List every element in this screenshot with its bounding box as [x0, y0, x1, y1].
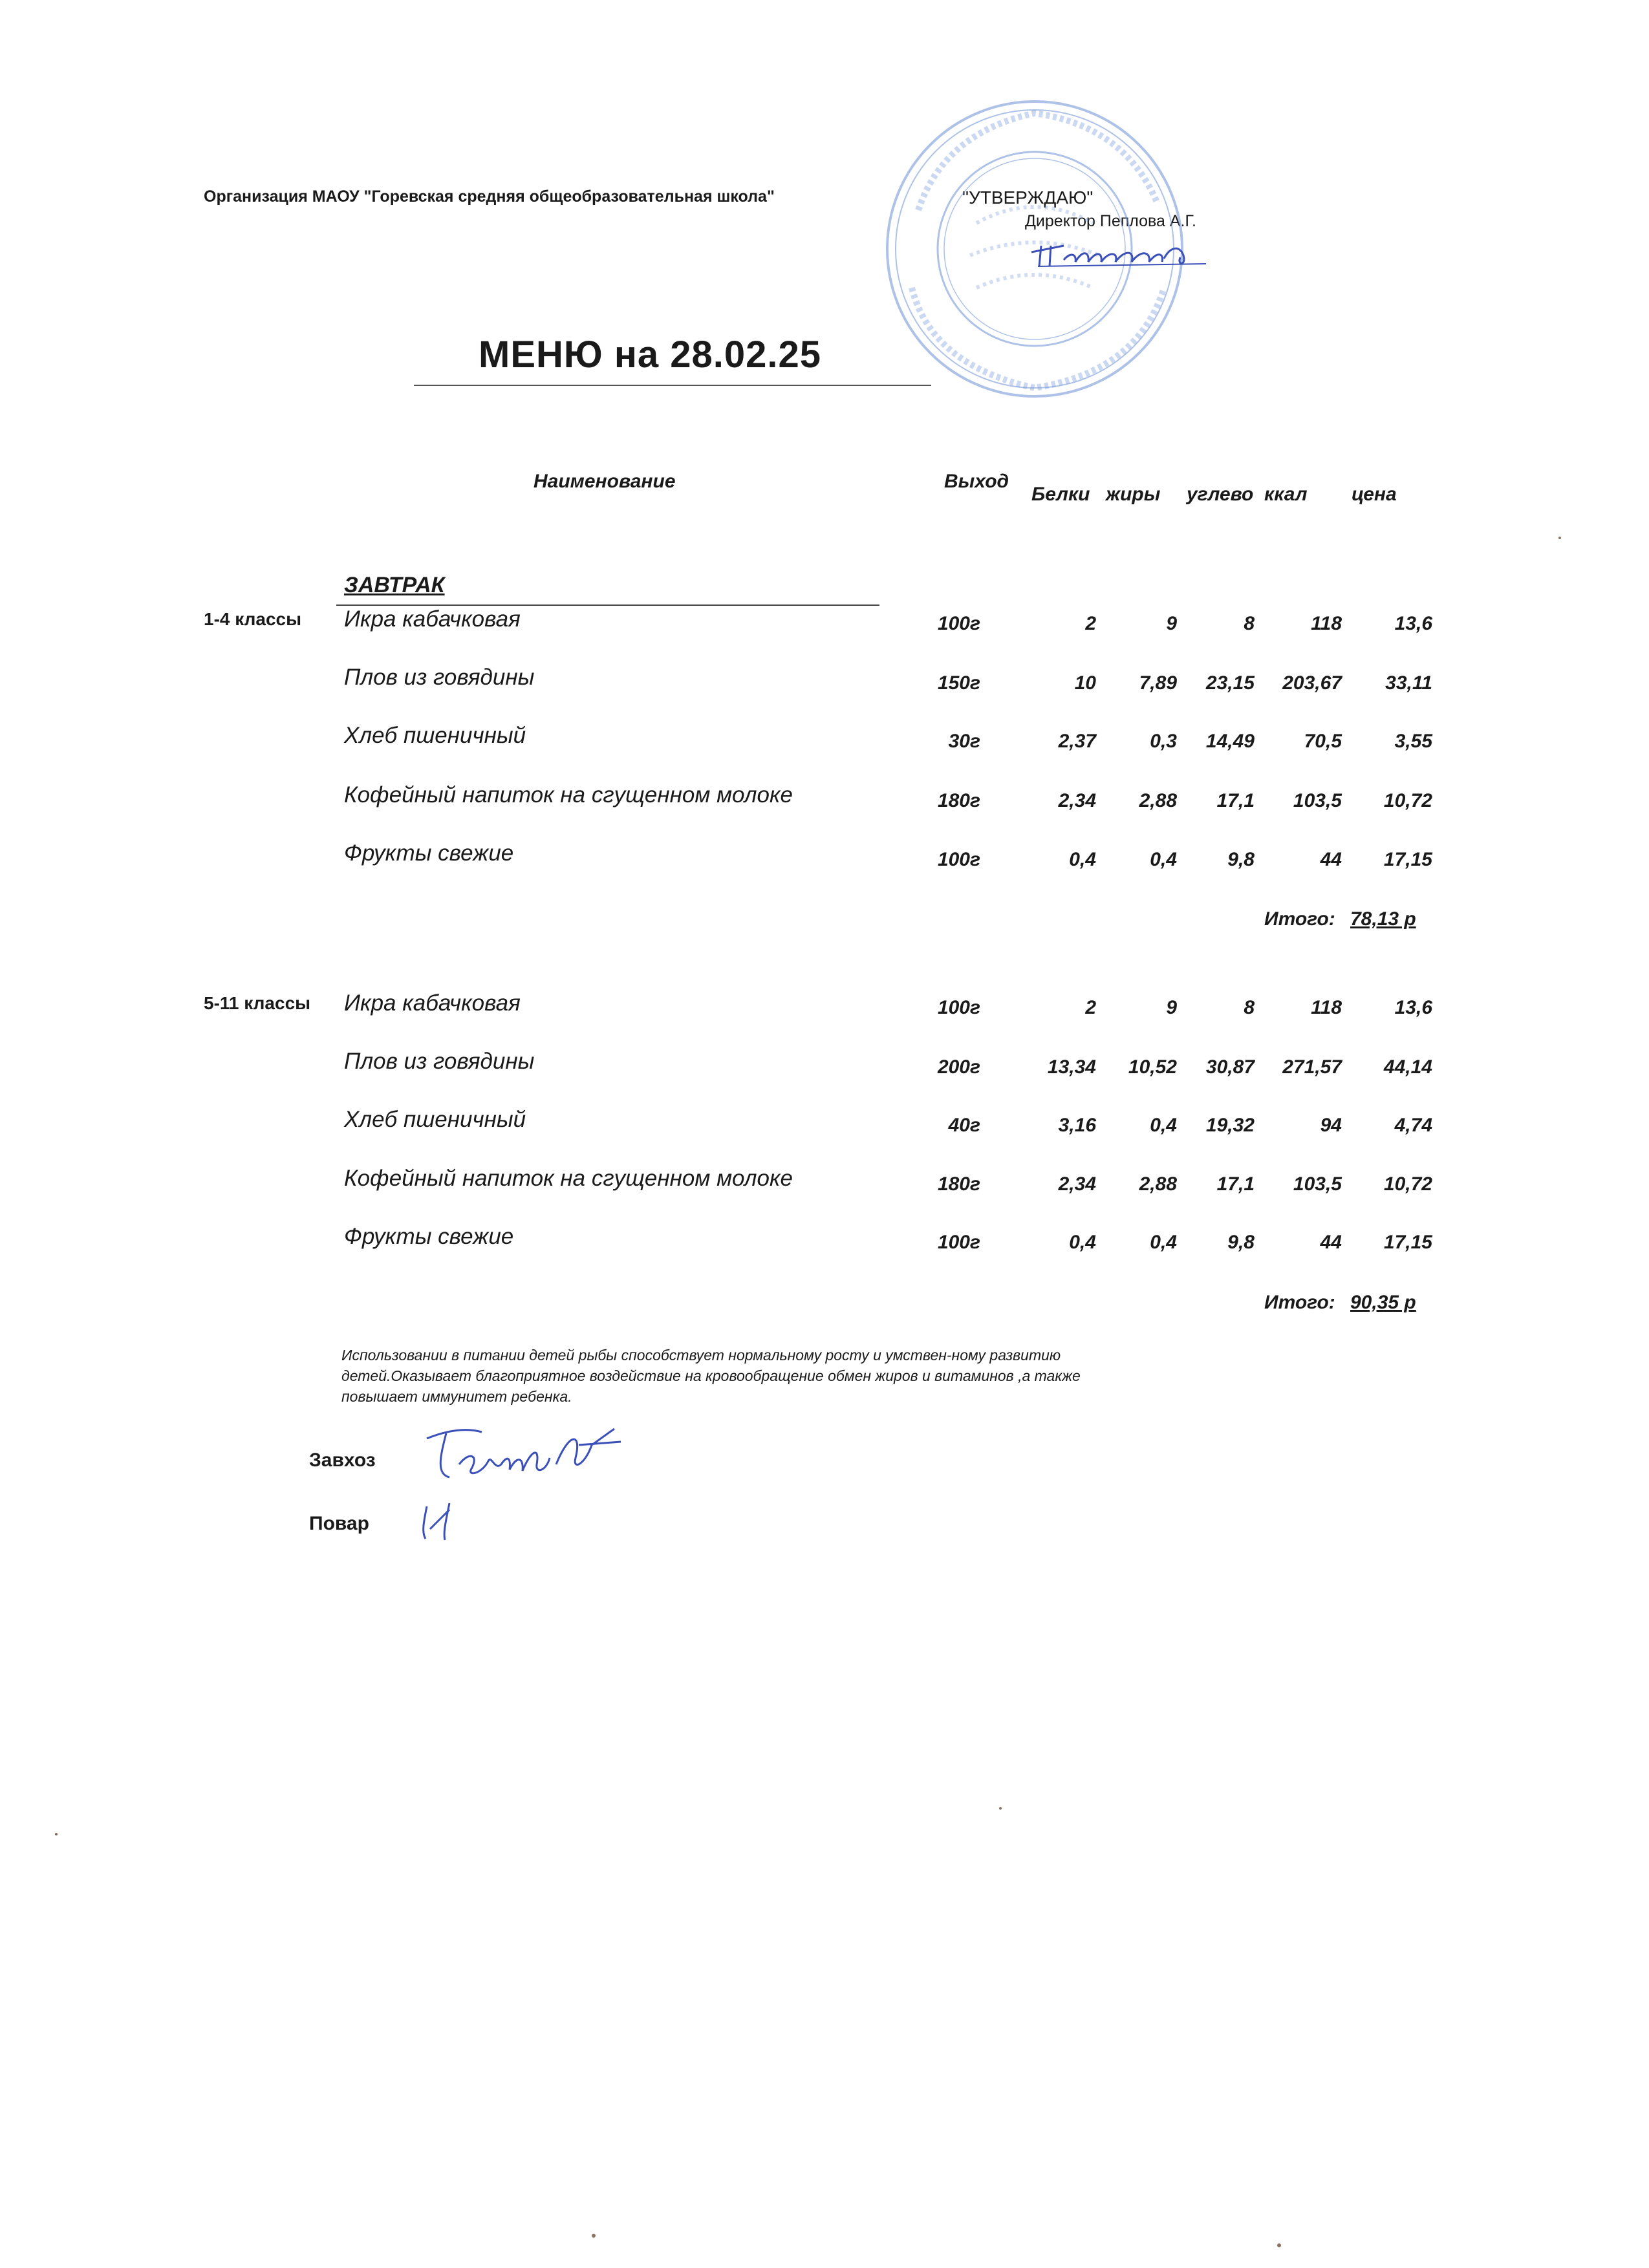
- yield-unit: г: [970, 849, 981, 870]
- group-label: 1-4 классы: [204, 609, 302, 629]
- carbs-value: 17,1: [1216, 790, 1255, 811]
- col-header-protein: Белки: [1031, 484, 1090, 505]
- total-value: 90,35 р: [1350, 1292, 1416, 1313]
- total-value: 78,13 р: [1350, 908, 1416, 930]
- carbs-value: 9,8: [1227, 849, 1255, 870]
- section-underline: [336, 604, 879, 606]
- carbs-value: 19,32: [1205, 1115, 1255, 1136]
- fat-value: 7,89: [1139, 672, 1177, 694]
- fat-value: 10,52: [1128, 1056, 1177, 1078]
- kcal-value: 44: [1320, 1232, 1342, 1253]
- col-header-fat: жиры: [1106, 484, 1161, 505]
- price-value: 13,6: [1394, 997, 1432, 1018]
- group-label: 5-11 классы: [204, 993, 311, 1013]
- total-label: Итого:: [1264, 908, 1335, 930]
- col-header-yield: Выход: [944, 471, 1009, 492]
- protein-value: 13,34: [1047, 1056, 1096, 1078]
- scan-speck: [1277, 2243, 1281, 2247]
- dish-name: Хлеб пшеничный: [344, 1107, 526, 1132]
- col-header-kcal: ккал: [1264, 484, 1308, 505]
- dish-name: Хлеб пшеничный: [344, 723, 526, 748]
- yield-value: 100: [937, 849, 970, 870]
- carbs-value: 30,87: [1205, 1056, 1255, 1078]
- director-line: Директор Пеплова А.Г.: [1025, 212, 1196, 230]
- yield-unit: г: [970, 1173, 981, 1195]
- dish-name: Плов из говядины: [344, 665, 535, 690]
- carbs-value: 23,15: [1205, 672, 1255, 694]
- yield-unit: г: [970, 731, 981, 752]
- kcal-value: 44: [1320, 849, 1342, 870]
- col-header-price: цена: [1352, 484, 1397, 505]
- fat-value: 2,88: [1139, 790, 1177, 811]
- dish-name: Плов из говядины: [344, 1049, 535, 1074]
- kcal-value: 103,5: [1293, 790, 1342, 811]
- nutrition-note: Использовании в питании детей рыбы способствует нормальному росту и умствен-ному развитию детей.Оказывает благоприятное воздействие на кровообращение обмен жиров и витаминов ,а также повышает иммунитет ребенка.: [341, 1347, 1081, 1405]
- dish-name: Икра кабачковая: [344, 606, 521, 632]
- fat-value: 0,4: [1150, 1115, 1177, 1136]
- protein-value: 2,34: [1058, 1173, 1096, 1195]
- carbs-value: 9,8: [1227, 1232, 1255, 1253]
- protein-value: 3,16: [1058, 1115, 1096, 1136]
- price-value: 10,72: [1383, 1173, 1432, 1195]
- protein-value: 2,34: [1058, 790, 1096, 811]
- fat-value: 9: [1166, 613, 1177, 634]
- fat-value: 2,88: [1139, 1173, 1177, 1195]
- yield-unit: г: [970, 790, 981, 811]
- fat-value: 0,4: [1150, 849, 1177, 870]
- carbs-value: 14,49: [1205, 731, 1255, 752]
- yield-unit: г: [970, 1056, 981, 1078]
- protein-value: 0,4: [1069, 849, 1096, 870]
- carbs-value: 8: [1244, 613, 1255, 634]
- supply-manager-label: Завхоз: [309, 1450, 376, 1471]
- price-value: 44,14: [1383, 1056, 1432, 1078]
- yield-value: 40: [948, 1115, 970, 1136]
- price-value: 10,72: [1383, 790, 1432, 811]
- page-title: МЕНЮ на 28.02.25: [479, 334, 821, 376]
- yield-value: 30: [948, 731, 970, 752]
- director-signature-icon: [1025, 226, 1219, 272]
- protein-value: 0,4: [1069, 1232, 1096, 1253]
- fat-value: 0,4: [1150, 1232, 1177, 1253]
- price-value: 4,74: [1394, 1115, 1432, 1136]
- carbs-value: 8: [1244, 997, 1255, 1018]
- protein-value: 2: [1085, 613, 1096, 634]
- yield-value: 100: [937, 1232, 970, 1253]
- dish-name: Кофейный напиток на сгущенном молоке: [344, 782, 793, 808]
- yield-unit: г: [970, 613, 981, 634]
- kcal-value: 203,67: [1282, 672, 1342, 694]
- yield-value: 180: [937, 790, 970, 811]
- kcal-value: 70,5: [1304, 731, 1342, 752]
- yield-value: 100: [937, 997, 970, 1018]
- protein-value: 10: [1074, 672, 1096, 694]
- dish-name: Кофейный напиток на сгущенном молоке: [344, 1166, 793, 1191]
- yield-unit: г: [970, 1232, 981, 1253]
- dish-name: Фрукты свежие: [344, 840, 514, 866]
- kcal-value: 103,5: [1293, 1173, 1342, 1195]
- price-value: 17,15: [1383, 1232, 1432, 1253]
- scan-speck: [999, 1807, 1002, 1810]
- price-value: 13,6: [1394, 613, 1432, 634]
- approve-heading: "УТВЕРЖДАЮ": [962, 187, 1094, 208]
- fat-value: 0,3: [1150, 731, 1177, 752]
- carbs-value: 17,1: [1216, 1173, 1255, 1195]
- dish-name: Фрукты свежие: [344, 1224, 514, 1249]
- scan-speck: [55, 1833, 58, 1835]
- protein-value: 2,37: [1058, 731, 1096, 752]
- section-title: ЗАВТРАК: [344, 573, 445, 597]
- scan-speck: [1558, 537, 1561, 539]
- cook-signature-icon: [414, 1493, 466, 1545]
- fat-value: 9: [1166, 997, 1177, 1018]
- yield-value: 150: [937, 672, 970, 694]
- kcal-value: 94: [1320, 1115, 1342, 1136]
- supply-manager-signature-icon: [420, 1419, 627, 1490]
- title-underline: [414, 385, 931, 386]
- yield-value: 100: [937, 613, 970, 634]
- price-value: 33,11: [1385, 672, 1432, 694]
- cook-label: Повар: [309, 1513, 369, 1534]
- col-header-carbs: углево: [1187, 484, 1254, 505]
- organization-line: Организация МАОУ "Горевская средняя общеобразовательная школа": [204, 187, 775, 206]
- yield-unit: г: [970, 672, 981, 694]
- protein-value: 2: [1085, 997, 1096, 1018]
- price-value: 3,55: [1394, 731, 1432, 752]
- yield-unit: г: [970, 1115, 981, 1136]
- yield-value: 180: [937, 1173, 970, 1195]
- kcal-value: 118: [1311, 613, 1342, 634]
- kcal-value: 118: [1311, 997, 1342, 1018]
- scan-speck: [592, 2234, 596, 2238]
- price-value: 17,15: [1383, 849, 1432, 870]
- kcal-value: 271,57: [1282, 1056, 1342, 1078]
- total-label: Итого:: [1264, 1292, 1335, 1313]
- yield-value: 200: [937, 1056, 970, 1078]
- yield-unit: г: [970, 997, 981, 1018]
- dish-name: Икра кабачковая: [344, 990, 521, 1016]
- col-header-name: Наименование: [534, 471, 676, 492]
